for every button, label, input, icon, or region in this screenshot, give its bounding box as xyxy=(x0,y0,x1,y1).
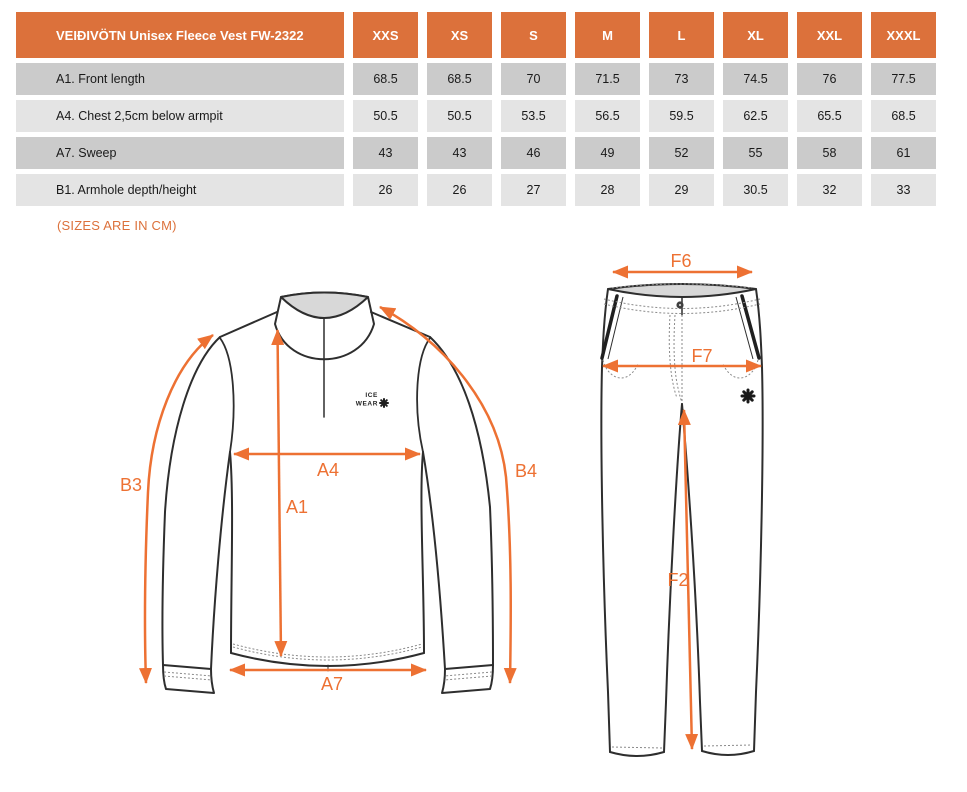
cell: 68.5 xyxy=(427,63,492,95)
right-sleeve-outer xyxy=(430,337,493,665)
size-col-xxl: XXL xyxy=(797,12,862,58)
measure-arrow-a1 xyxy=(278,330,282,656)
measure-label-a7: A7 xyxy=(320,674,344,694)
pants-stitching xyxy=(603,284,760,748)
right-cuff xyxy=(442,665,493,693)
row-label: A7. Sweep xyxy=(16,137,344,169)
table-header-row xyxy=(16,12,936,58)
left-raglan-seam xyxy=(220,338,234,452)
table-row xyxy=(16,63,936,95)
cell: 71.5 xyxy=(575,63,640,95)
measure-label-a4: A4 xyxy=(316,460,340,480)
cell: 61 xyxy=(871,137,936,169)
right-pocket-bag xyxy=(723,360,758,378)
cell: 43 xyxy=(427,137,492,169)
table-row xyxy=(16,174,936,206)
right-leg-hem xyxy=(702,751,754,755)
right-hem-stitch xyxy=(704,745,752,746)
fly-stitch-2 xyxy=(669,315,677,398)
brand-text-ice: ICE xyxy=(365,392,378,399)
right-sleeve-inner xyxy=(423,452,445,669)
cell: 26 xyxy=(353,174,418,206)
cell: 55 xyxy=(723,137,788,169)
cell: 50.5 xyxy=(353,100,418,132)
cell: 56.5 xyxy=(575,100,640,132)
left-body-side xyxy=(230,452,232,653)
left-sleeve-inner xyxy=(211,452,230,669)
row-label: A4. Chest 2,5cm below armpit xyxy=(16,100,344,132)
hem xyxy=(231,653,424,666)
size-col-xxxl: XXXL xyxy=(871,12,936,58)
measure-label-f6: F6 xyxy=(670,252,692,271)
right-body-side xyxy=(421,452,424,653)
cell: 76 xyxy=(797,63,862,95)
cell: 59.5 xyxy=(649,100,714,132)
size-col-xs: XS xyxy=(427,12,492,58)
pants-measurement-diagram xyxy=(580,252,967,772)
cell: 33 xyxy=(871,174,936,206)
row-label: B1. Armhole depth/height xyxy=(16,174,344,206)
row-label: A1. Front length xyxy=(16,63,344,95)
table-title: VEIÐIVÖTN Unisex Fleece Vest FW-2322 xyxy=(16,12,344,58)
left-shoulder-seam xyxy=(220,312,277,337)
left-pocket-bag xyxy=(603,360,638,378)
size-col-xl: XL xyxy=(723,12,788,58)
cell: 53.5 xyxy=(501,100,566,132)
size-col-s: S xyxy=(501,12,566,58)
cell: 27 xyxy=(501,174,566,206)
left-leg-hem xyxy=(610,752,664,756)
waist-button-highlight xyxy=(679,304,681,306)
fly-stitch-1 xyxy=(674,315,682,402)
left-hem-stitch xyxy=(612,747,662,748)
cell: 58 xyxy=(797,137,862,169)
measure-arrow-b4 xyxy=(380,307,511,683)
size-table xyxy=(7,7,945,211)
cell: 68.5 xyxy=(871,100,936,132)
snowflake-icon xyxy=(742,390,754,402)
brand-text-wear: WEAR xyxy=(355,400,378,408)
measure-label-b3: B3 xyxy=(119,475,143,495)
right-raglan-seam xyxy=(417,338,430,452)
cell: 62.5 xyxy=(723,100,788,132)
size-col-m: M xyxy=(575,12,640,58)
size-col-l: L xyxy=(649,12,714,58)
cell: 32 xyxy=(797,174,862,206)
measure-label-a1: A1 xyxy=(285,497,309,517)
cell: 26 xyxy=(427,174,492,206)
cell: 49 xyxy=(575,137,640,169)
table-row xyxy=(16,100,936,132)
snowflake-icon xyxy=(380,399,388,407)
cell: 77.5 xyxy=(871,63,936,95)
cell: 43 xyxy=(353,137,418,169)
cell: 28 xyxy=(575,174,640,206)
cell: 73 xyxy=(649,63,714,95)
cell: 29 xyxy=(649,174,714,206)
cell: 65.5 xyxy=(797,100,862,132)
measure-label-b4: B4 xyxy=(514,461,538,481)
left-cuff xyxy=(163,665,214,693)
fleece-measurement-diagram xyxy=(100,257,570,707)
cell: 50.5 xyxy=(427,100,492,132)
measure-label-f2: F2 xyxy=(667,570,689,590)
pants-outline xyxy=(601,284,762,756)
cell: 74.5 xyxy=(723,63,788,95)
left-sleeve-outer xyxy=(162,337,220,665)
cell: 30.5 xyxy=(723,174,788,206)
cell: 46 xyxy=(501,137,566,169)
units-note: (SIZES ARE IN CM) xyxy=(57,218,177,233)
measure-arrow-b3 xyxy=(145,335,213,683)
measure-label-f7: F7 xyxy=(691,346,713,366)
cell: 68.5 xyxy=(353,63,418,95)
size-col-xxs: XXS xyxy=(353,12,418,58)
cell: 52 xyxy=(649,137,714,169)
cell: 70 xyxy=(501,63,566,95)
brand-logo xyxy=(356,392,388,408)
table-row xyxy=(16,137,936,169)
